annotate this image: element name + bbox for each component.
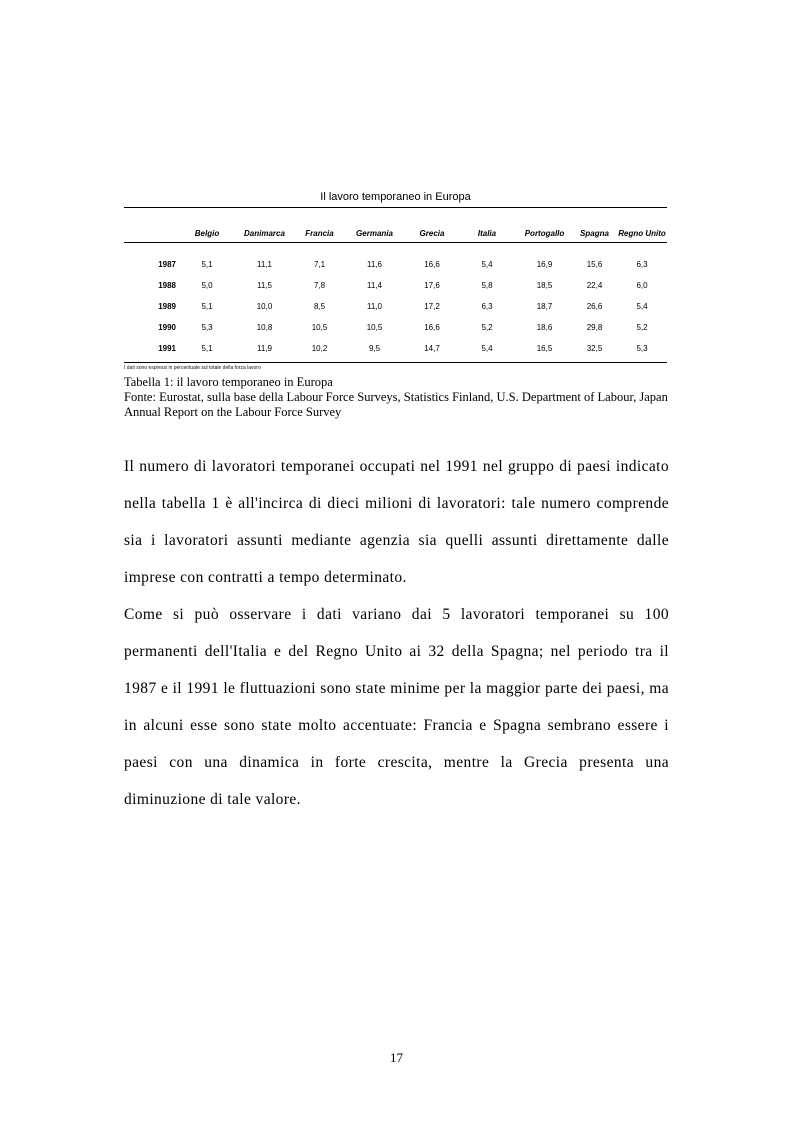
column-header: Belgio [194,228,220,238]
table-title: Il lavoro temporaneo in Europa [320,191,471,203]
table-cell: 10,2 [311,344,328,353]
row-year: 1987 [158,260,176,269]
table-cell: 6,3 [636,260,648,269]
table-cell: 11,4 [367,281,382,290]
table-cell: 10,5 [311,323,328,332]
table-cell: 8,5 [313,302,326,311]
temporary-work-table [124,224,667,359]
table-cell: 5,0 [201,281,213,290]
body-text [124,448,669,818]
table-bottom-rule [124,362,667,363]
caption-title: Tabella 1: il lavoro temporaneo in Europa [124,375,333,389]
table-cell: 5,1 [201,260,213,269]
caption-source: Fonte: Eurostat, sulla base della Labour Force Surveys, Statistics Finland, U.S. Department of Labour, Japan Annual Report on the Labour Force Survey [124,390,668,419]
table-cell: 5,3 [201,323,213,332]
table-cell: 16,6 [424,260,440,269]
table-cell: 10,8 [256,323,273,332]
table-cell: 7,1 [313,260,326,269]
table-cell: 15,6 [586,260,603,269]
table-cell: 17,6 [424,281,440,290]
table-cell: 14,7 [424,344,440,353]
table-cell: 18,5 [536,281,553,290]
table-cell: 16,6 [424,323,440,332]
table-cell: 11,0 [367,302,382,311]
table-cell: 16,9 [536,260,553,269]
table-cell: 11,1 [257,260,272,269]
table-cell: 32,5 [586,344,603,353]
column-header: Germania [356,228,393,238]
table-cell: 29,8 [586,323,603,332]
table-row [124,275,667,296]
table-footnote: I dati sono espressi in percentuale sul totale della forza lavoro [124,365,261,371]
table-cell: 11,6 [367,260,382,269]
table-cell: 18,6 [536,323,553,332]
column-header: Regno Unito [618,228,666,238]
column-header: Grecia [419,228,445,238]
table-cell: 22,4 [586,281,603,290]
table-cell: 5,4 [481,344,493,353]
table-cell: 6,0 [636,281,648,290]
table-cell: 5,3 [636,344,648,353]
table-cell: 18,7 [536,302,553,311]
column-header: Spagna [580,228,609,238]
table-cell: 6,3 [481,302,493,311]
table-cell: 10,0 [256,302,273,311]
table-cell: 26,6 [586,302,603,311]
table-cell: 5,2 [636,323,648,332]
paragraph: Come si può osservare i dati variano dai 5 lavoratori temporanei su 100 permanenti dell'Italia e del Regno Unito ai 32 della Spagna; nel periodo tra il 1987 e il 1991 le fluttuazioni sono state minime per la maggior parte dei paesi, ma in alcuni esse sono state molto accentuate: Francia e Spagna sembrano essere i paesi con una dinamica in forte crescita, mentre la Grecia presenta una diminuzione di tale valore. [124,606,669,808]
table-cell: 16,5 [536,344,553,353]
row-year: 1991 [158,344,176,353]
table-caption [124,375,684,420]
table-cell: 9,5 [368,344,381,353]
column-header: Francia [305,228,334,238]
table-header-row [124,224,667,243]
table-cell: 17,2 [424,302,440,311]
table-cell: 5,1 [201,344,213,353]
table-cell: 5,1 [201,302,213,311]
header-corner [124,224,182,243]
page-number: 17 [390,1050,403,1065]
table-cell: 11,9 [257,344,272,353]
column-header: Portogallo [524,228,565,238]
column-header: Italia [477,228,497,238]
row-year: 1990 [158,323,176,332]
table-cell: 5,8 [481,281,493,290]
table-cell: 10,5 [366,323,383,332]
table-cell: 11,5 [257,281,272,290]
row-year: 1989 [158,302,176,311]
table-top-rule [124,207,667,208]
table-cell: 7,8 [313,281,326,290]
column-header: Danimarca [244,228,285,238]
paragraph: Il numero di lavoratori temporanei occupati nel 1991 nel gruppo di paesi indicato nella tabella 1 è all'incirca di dieci milioni di lavoratori: tale numero comprende sia i lavoratori assunti mediante agenzia sia quelli assunti direttamente dalle imprese con contratti a tempo determinato. [124,458,669,586]
table-cell: 5,4 [636,302,648,311]
table-cell: 5,4 [481,260,493,269]
table-cell: 5,2 [481,323,493,332]
table-row [124,254,667,275]
row-year: 1988 [158,281,176,290]
table-row [124,317,667,338]
table-row [124,296,667,317]
table-row [124,338,667,359]
